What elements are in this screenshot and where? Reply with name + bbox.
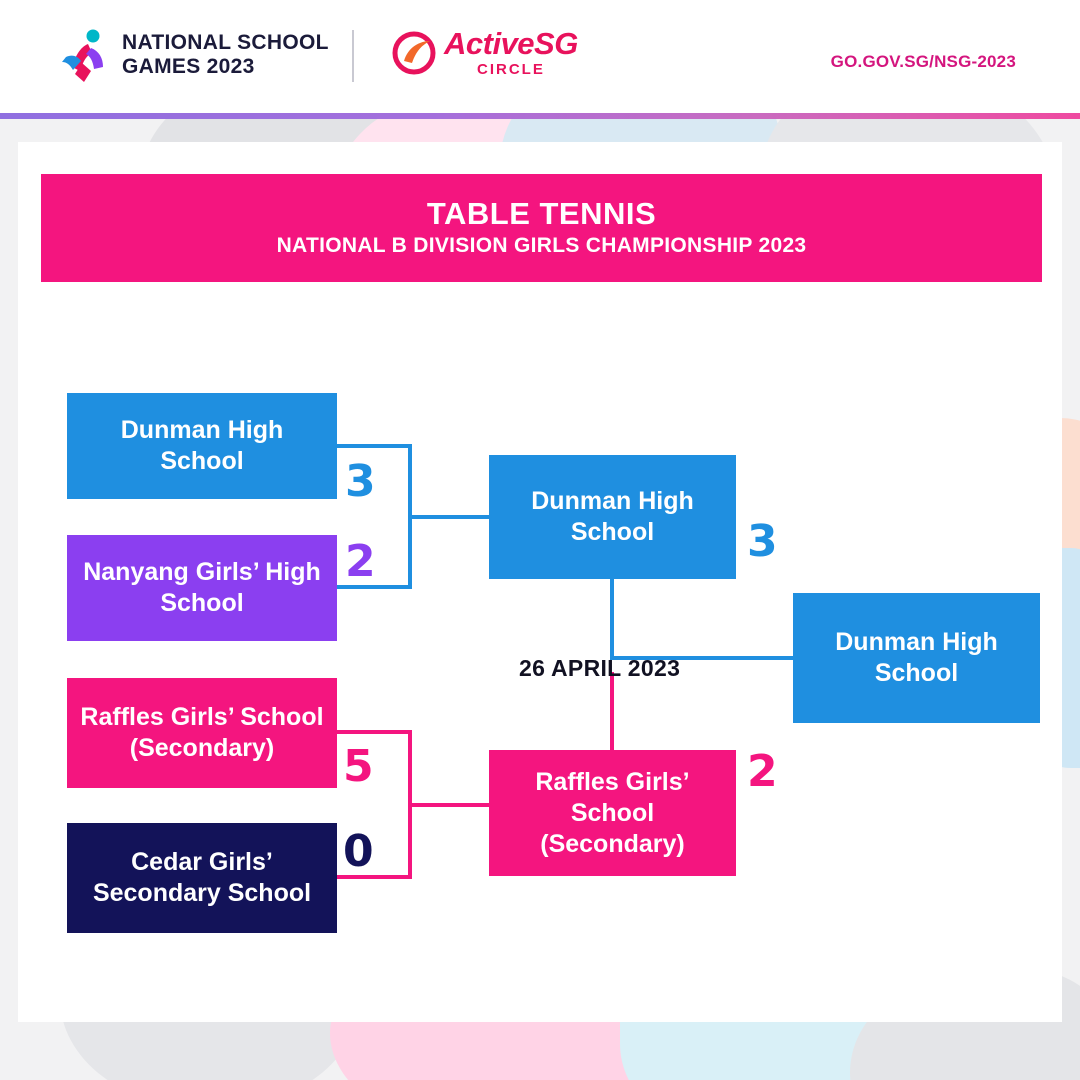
team-name: Cedar Girls’ Secondary School [92, 848, 312, 907]
activesg-subtitle: CIRCLE [477, 61, 545, 78]
team-name: Dunman High School [531, 487, 694, 546]
team-name: Nanyang Girls’ High School [83, 558, 321, 617]
activesg-swoosh-icon [392, 31, 436, 75]
nsg-logo-line1: NATIONAL SCHOOL [122, 31, 329, 54]
page-header [0, 0, 1080, 113]
team-score: 0 [343, 826, 374, 877]
team-name: Dunman High School [835, 628, 998, 687]
nsg-logo-text [122, 31, 329, 79]
event-subtitle: NATIONAL B DIVISION GIRLS CHAMPIONSHIP 2023 [276, 234, 807, 257]
team-name: Raffles Girls’ School (Secondary) [80, 703, 324, 762]
nsg-runner-icon [58, 27, 110, 83]
header-divider [352, 30, 354, 82]
team-score: 5 [343, 741, 374, 792]
team-name: Dunman High School [120, 416, 284, 475]
team-score: 2 [747, 746, 778, 797]
team-score: 3 [345, 456, 376, 507]
activesg-wordmark [444, 28, 578, 60]
header-url[interactable]: GO.GOV.SG/NSG-2023 [830, 52, 1016, 71]
team-score: 3 [747, 516, 778, 567]
bracket-team-box[interactable] [67, 393, 337, 499]
sport-title: TABLE TENNIS [426, 196, 657, 231]
header-gradient-rule [0, 113, 1080, 119]
nsg-logo-line2: GAMES 2023 [122, 55, 255, 78]
activesg-circle-logo [392, 28, 578, 78]
team-score: 2 [345, 536, 376, 587]
final-date-label: 26 APRIL 2023 [519, 655, 681, 681]
team-name: Raffles Girls’ School (Secondary) [535, 767, 690, 858]
bracket-team-box[interactable] [67, 678, 337, 788]
bracket-team-box[interactable] [489, 455, 736, 579]
activesg-name: ActiveSG [444, 26, 578, 61]
bracket-team-box[interactable] [67, 535, 337, 641]
bracket-team-box[interactable] [67, 823, 337, 933]
national-school-games-logo [58, 27, 329, 83]
title-banner [41, 174, 1042, 282]
bracket-champion-box[interactable] [793, 593, 1040, 723]
bracket-team-box[interactable] [489, 750, 736, 876]
